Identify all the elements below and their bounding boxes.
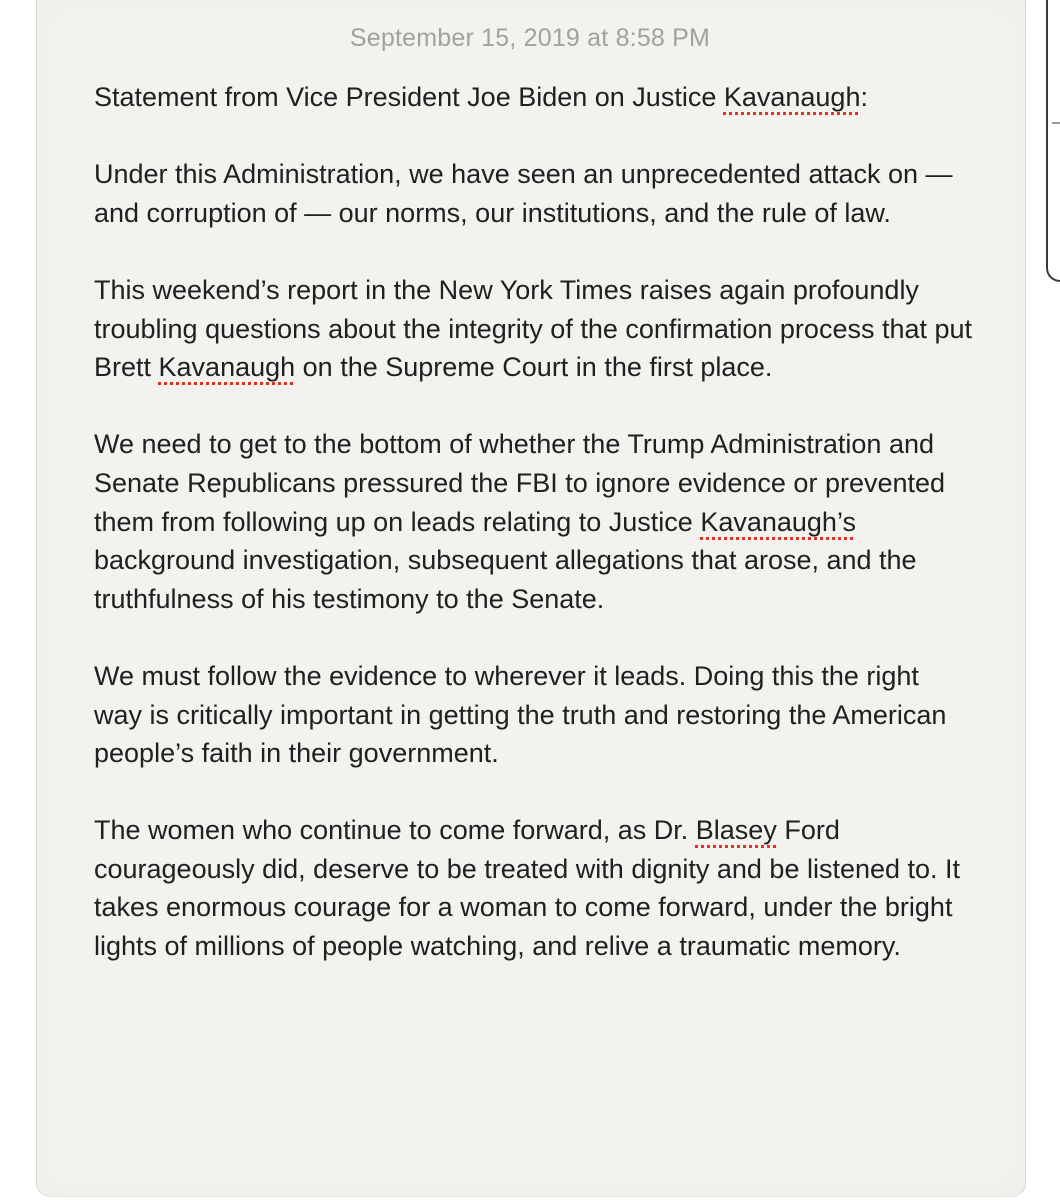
note-paragraph-5 xyxy=(94,811,974,965)
spellcheck-flagged-word[interactable]: Kavanaugh’s xyxy=(700,506,856,537)
spellcheck-flagged-word[interactable]: Kavanaugh xyxy=(158,352,296,383)
scroll-indicator[interactable] xyxy=(1052,122,1060,124)
heading-text: Statement from Vice President Joe Biden on Justice xyxy=(94,82,724,112)
paragraph-text: Ford courageously did, deserve to be treated with dignity and be listened to. It takes enormous courage for a woman to come forward, under the bright lights of millions of people watching, and relive a traumatic memory. xyxy=(94,815,961,962)
paragraph-text: background investigation, subsequent allegations that arose, and the truthfulness of his testimony to the Senate. xyxy=(94,545,917,614)
side-panel-edge xyxy=(1046,0,1060,282)
note-heading xyxy=(94,78,974,117)
paragraph-text: on the Supreme Court in the first place. xyxy=(295,352,773,383)
note-timestamp: September 15, 2019 at 8:58 PM xyxy=(349,24,711,52)
spellcheck-flagged-word[interactable]: Kavanaugh xyxy=(723,82,861,112)
heading-suffix: : xyxy=(860,82,868,112)
spellcheck-flagged-word[interactable]: Blasey xyxy=(695,815,777,846)
note-paragraph-2 xyxy=(94,271,974,387)
note-body[interactable] xyxy=(94,78,974,1004)
note-paragraph-1: Under this Administration, we have seen an unprecedented attack on — and corruption of — our norms, our institutions, and the rule of law. xyxy=(94,159,953,228)
paragraph-text: We need to get to the bottom of whether the Trump Administration and Senate Republicans pressured the FBI to ignore evidence or prevented them from following up on leads relating to Justice xyxy=(94,429,946,537)
paragraph-text: This weekend’s report in the New York Times raises again profoundly troubling questions about the integrity of the confirmation process that put Brett xyxy=(94,274,973,383)
note-paragraph-4: We must follow the evidence to wherever it leads. Doing this the right way is critically important in getting the truth and restoring the American people’s faith in their government. xyxy=(94,660,947,769)
note-paragraph-3 xyxy=(94,425,974,618)
paragraph-text: The women who continue to come forward, as Dr. xyxy=(94,815,696,846)
